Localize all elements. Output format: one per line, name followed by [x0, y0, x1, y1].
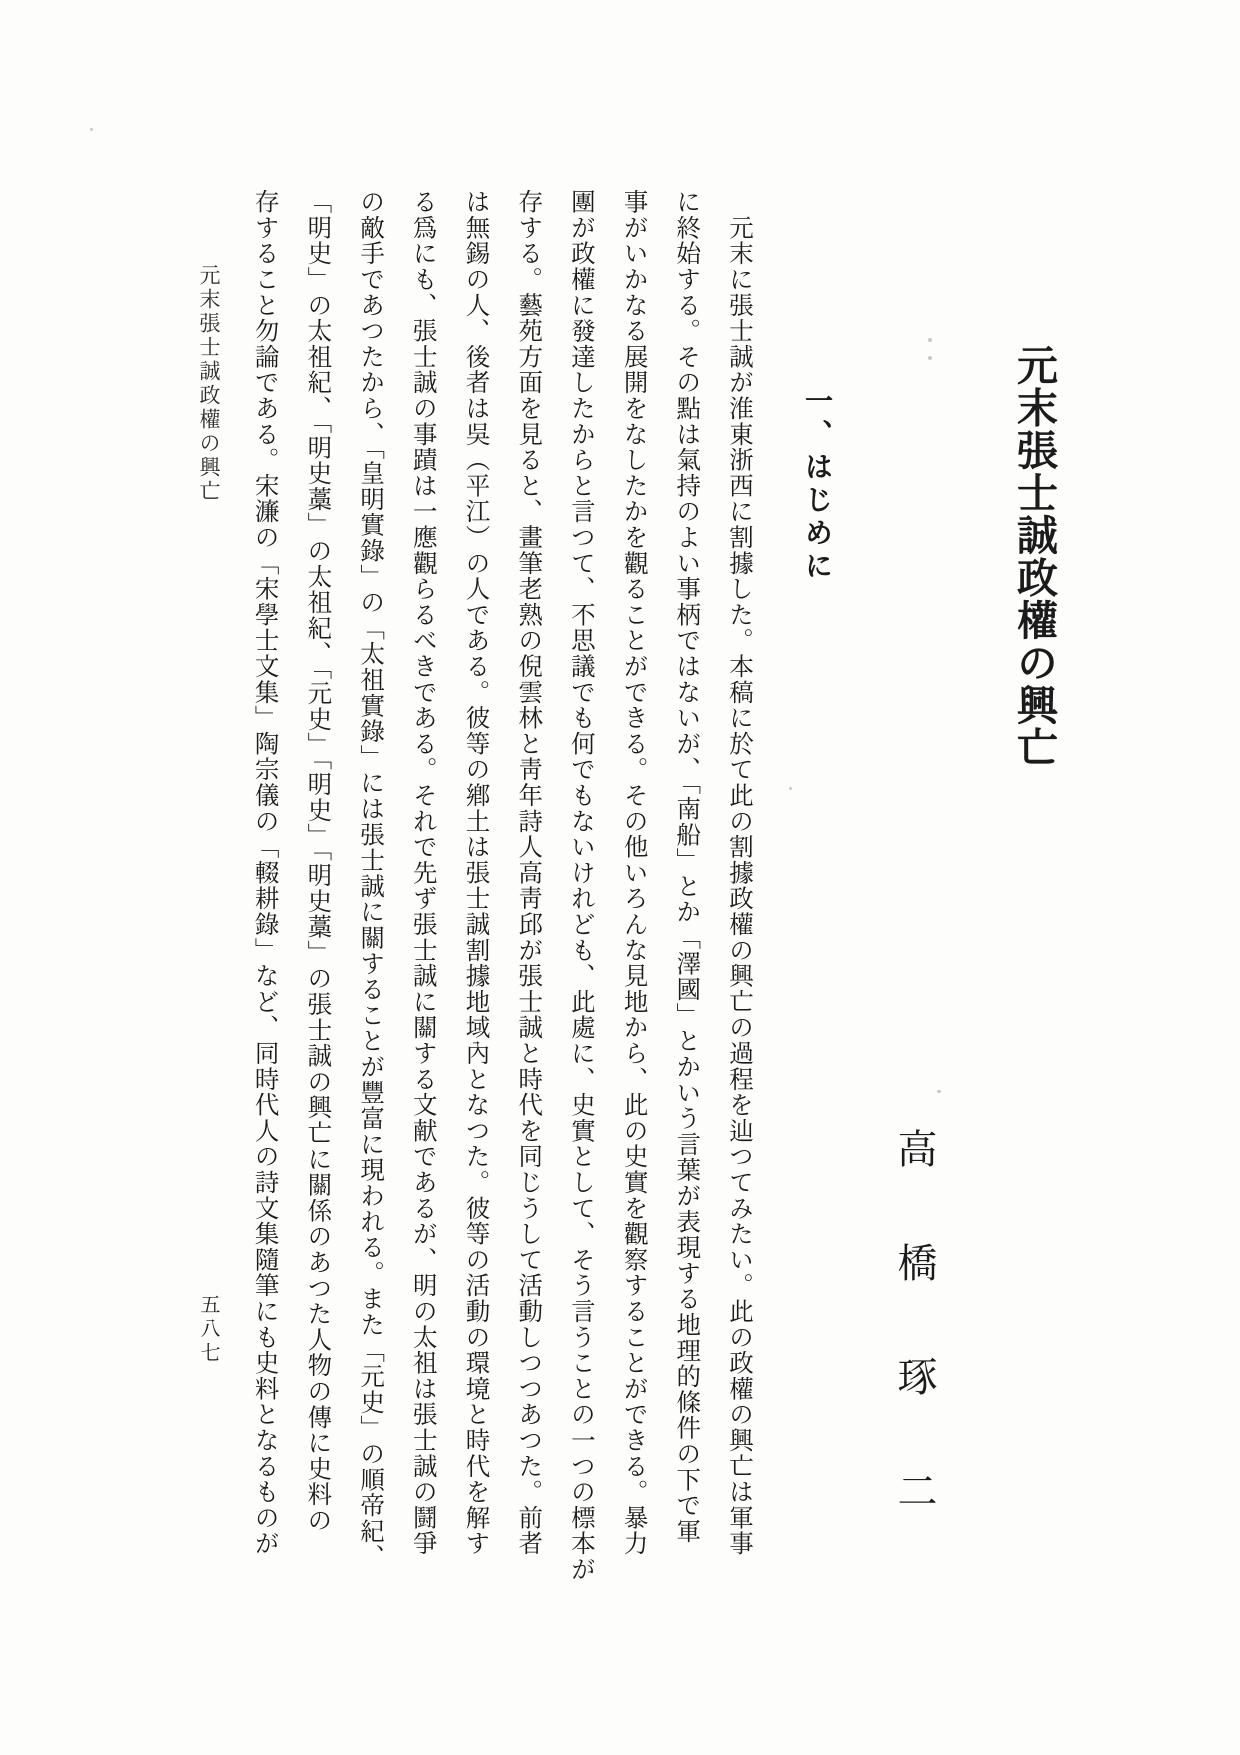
page-title: 元末張士誠政權の興亡 [1011, 344, 1057, 769]
body-column: る爲にも、張士誠の事蹟は一應觀らるべきである。それで先ず張士誠に關する文献であるが、明の太祖は張士誠の鬪爭 [409, 189, 437, 1557]
body-column: は無錫の人、後者は吳（平江）の人である。彼等の鄕土は張士誠割據地域內となつた。彼等の活動の環境と時代を解す [462, 189, 490, 1557]
body-column: 事がいかなる展開をなしたかを觀ることができる。その他いろんな見地から、此の史實を觀察することができる。暴力 [620, 189, 648, 1557]
body-column: 存すること勿論である。宋濂の「宋學士文集」陶宗儀の「輟耕錄」など、同時代人の詩文集隨筆にも史料となるものが [251, 189, 279, 1557]
scan-speck [928, 356, 932, 360]
page-number: 五八七 [197, 1294, 219, 1366]
section-heading: 一、はじめに [801, 386, 832, 584]
body-column: に終始する。その點は氣持のよい事柄ではないが、「南船」とか「澤國」とかいう言葉が表現する地理的條件の下で軍 [673, 189, 701, 1545]
author-name: 高橋琢二 [892, 1128, 937, 1584]
scan-speck [937, 1090, 941, 1093]
body-column: の敵手であつたから、「皇明實錄」の「太祖實錄」には張士誠に關することが豐富に現われる。また「元史」の順帝紀、 [357, 189, 385, 1570]
scan-speck [90, 128, 93, 131]
scan-speck [789, 787, 792, 790]
scan-speck [928, 338, 932, 342]
body-column: 團が政權に發達したからと言つて、不思議でも何でもないけれども、此處に、史實として、そう言うことの一つの標本が [567, 189, 595, 1583]
body-column: 元末に張士誠が淮東浙西に割據した。本稿に於て此の割據政權の興亡の過程を辿つてみたい。此の政權の興亡は軍事 [726, 189, 753, 1557]
body-column: 「明史」の太祖紀、「明史藁」の太祖紀、「元史」「明史」「明史藁」の張士誠の興亡に關係のあつた人物の傳に史料の [304, 189, 332, 1534]
body-column: 存する。藝苑方面を見ると、畫筆老熟の倪雲林と靑年詩人高靑邱が張士誠と時代を同じうして活動しつつあつた。前者 [515, 189, 543, 1557]
body-text [238, 189, 765, 1599]
running-title: 元末張士誠政權の興亡 [197, 264, 221, 504]
